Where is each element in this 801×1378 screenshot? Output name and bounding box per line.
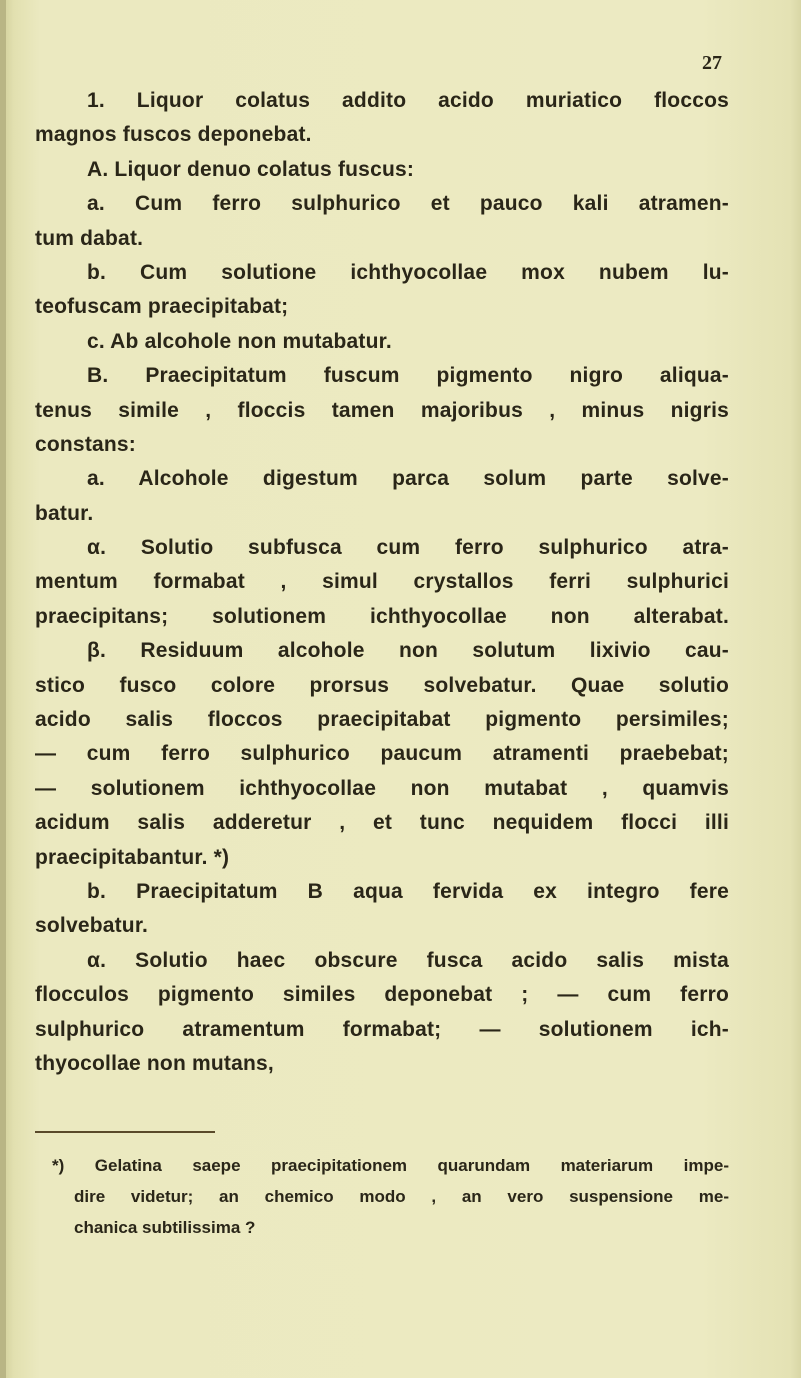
text-line: A. Liquor denuo colatus fuscus:: [87, 157, 415, 181]
body-text: [35, 84, 729, 1081]
text-line: flocculos pigmento similes deponebat ; — cum ferro: [35, 983, 729, 1007]
text-line: acidum salis adderetur , et tunc nequidem flocci illi: [35, 811, 729, 835]
text-line: sulphurico atramentum formabat; — solutionem ich-: [35, 1017, 729, 1041]
text-line: β. Residuum alcohole non solutum lixivio cau-: [87, 639, 729, 663]
text-line: 1. Liquor colatus addito acido muriatico floccos: [87, 89, 729, 112]
footnote-divider: [35, 1131, 215, 1133]
text-line: mentum formabat , simul crystallos ferri sulphurici: [35, 570, 729, 594]
text-line: — cum ferro sulphurico paucum atramenti praebebat;: [35, 742, 729, 766]
text-line: b. Praecipitatum B aqua fervida ex integro fere: [87, 879, 729, 903]
text-line: batur.: [35, 501, 94, 525]
text-line: solvebatur.: [35, 914, 149, 938]
text-line: a. Alcohole digestum parca solum parte solve-: [87, 467, 729, 491]
page-number: 27: [702, 52, 722, 74]
text-line: praecipitans; solutionem ichthyocollae non alterabat.: [35, 604, 729, 628]
footnote-line: chanica subtilissima ?: [74, 1218, 256, 1237]
text-line: b. Cum solutione ichthyocollae mox nubem lu-: [87, 260, 729, 284]
footnote-line: dire videtur; an chemico modo , an vero suspensione me-: [74, 1187, 729, 1206]
text-line: c. Ab alcohole non mutabatur.: [87, 329, 392, 353]
text-line: constans:: [35, 432, 136, 456]
text-line: teofuscam praecipitabat;: [35, 295, 289, 319]
text-line: — solutionem ichthyocollae non mutabat , quamvis: [35, 776, 729, 800]
text-line: α. Solutio subfusca cum ferro sulphurico atra-: [87, 536, 729, 560]
text-line: tum dabat.: [35, 226, 144, 250]
footnote: [52, 1150, 729, 1243]
text-line: magnos fuscos deponebat.: [35, 123, 312, 147]
text-line: B. Praecipitatum fuscum pigmento nigro aliqua-: [87, 364, 729, 388]
text-line: α. Solutio haec obscure fusca acido salis mista: [87, 948, 729, 972]
text-line: stico fusco colore prorsus solvebatur. Quae solutio: [35, 673, 729, 697]
text-line: acido salis floccos praecipitabat pigmento persimiles;: [35, 708, 729, 732]
text-line: praecipitabantur. *): [35, 845, 230, 869]
text-line: tenus simile , floccis tamen majoribus , minus nigris: [35, 398, 729, 422]
book-gutter: [0, 0, 6, 1378]
footnote-line: *) Gelatina saepe praecipitationem quarundam materiarum impe-: [52, 1156, 729, 1175]
text-line: a. Cum ferro sulphurico et pauco kali atramen-: [87, 192, 729, 216]
text-line: thyocollae non mutans,: [35, 1051, 274, 1075]
